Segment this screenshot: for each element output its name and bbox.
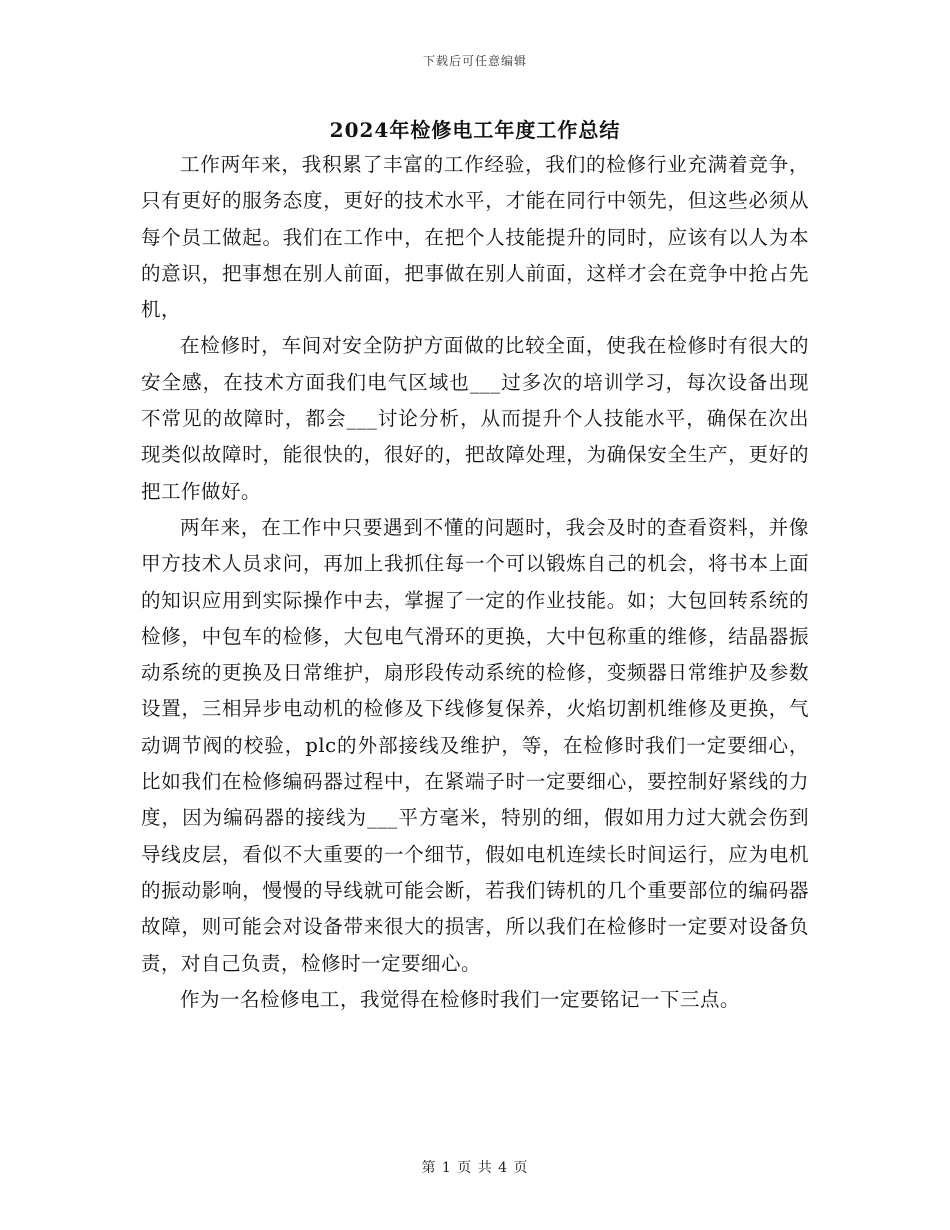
paragraph-3: 两年来，在工作中只要遇到不懂的问题时，我会及时的查看资料，并像甲方技术人员求问，再加上我抓住每一个可以锻炼自己的机会，将书本上面的知识应用到实际操作中去，掌握了一定的作业技能。如；大包回转系统的检修，中包车的检修，大包电气滑环的更换，大中包称重的维修，结晶器振动系统的更换及日常维护，扇形段传动系统的检修，变频器日常维护及参数设置，三相异步电动机的检修及下线修复保养，火焰切割机维修及更换，气动调节阀的校验，plc的外部接线及维护，等，在检修时我们一定要细心，比如我们在检修编码器过程中，在紧端子时一定要细心，要控制好紧线的力度，因为编码器的接线为___平方毫米，特别的细，假如用力过大就会伤到导线皮层，看似不大重要的一个细节，假如电机连续长时间运行，应为电机的振动影响，慢慢的导线就可能会断，若我们铸机的几个重要部位的编码器故障，则可能会对设备带来很大的损害，所以我们在检修时一定要对设备负责，对自己负责，检修时一定要细心。 xyxy=(141,515,809,975)
page-number-footer: 第 1 页 共 4 页 xyxy=(421,1160,529,1176)
paragraph-1: 工作两年来，我积累了丰富的工作经验，我们的检修行业充满着竞争，只有更好的服务态度，更好的技术水平，才能在同行中领先，但这些必须从每个员工做起。我们在工作中，在把个人技能提升的同时，应该有以人为本的意识，把事想在别人前面，把事做在别人前面，这样才会在竞争中抢占先机， xyxy=(141,153,809,322)
paragraph-4: 作为一名检修电工，我觉得在检修时我们一定要铭记一下三点。 xyxy=(180,987,741,1011)
paragraph-2: 在检修时，车间对安全防护方面做的比较全面，使我在检修时有很大的安全感，在技术方面我们电气区域也___过多次的培训学习，每次设备出现不常见的故障时，都会___讨论分析，从而提升个人技能水平，确保在次出现类似故障时，能很快的，很好的，把故障处理，为确保安全生产，更好的把工作做好。 xyxy=(141,334,809,503)
document-body xyxy=(141,147,809,1018)
document-title: 2024年检修电工年度工作总结 xyxy=(329,118,621,142)
header-note: 下载后可任意编辑 xyxy=(422,54,527,68)
